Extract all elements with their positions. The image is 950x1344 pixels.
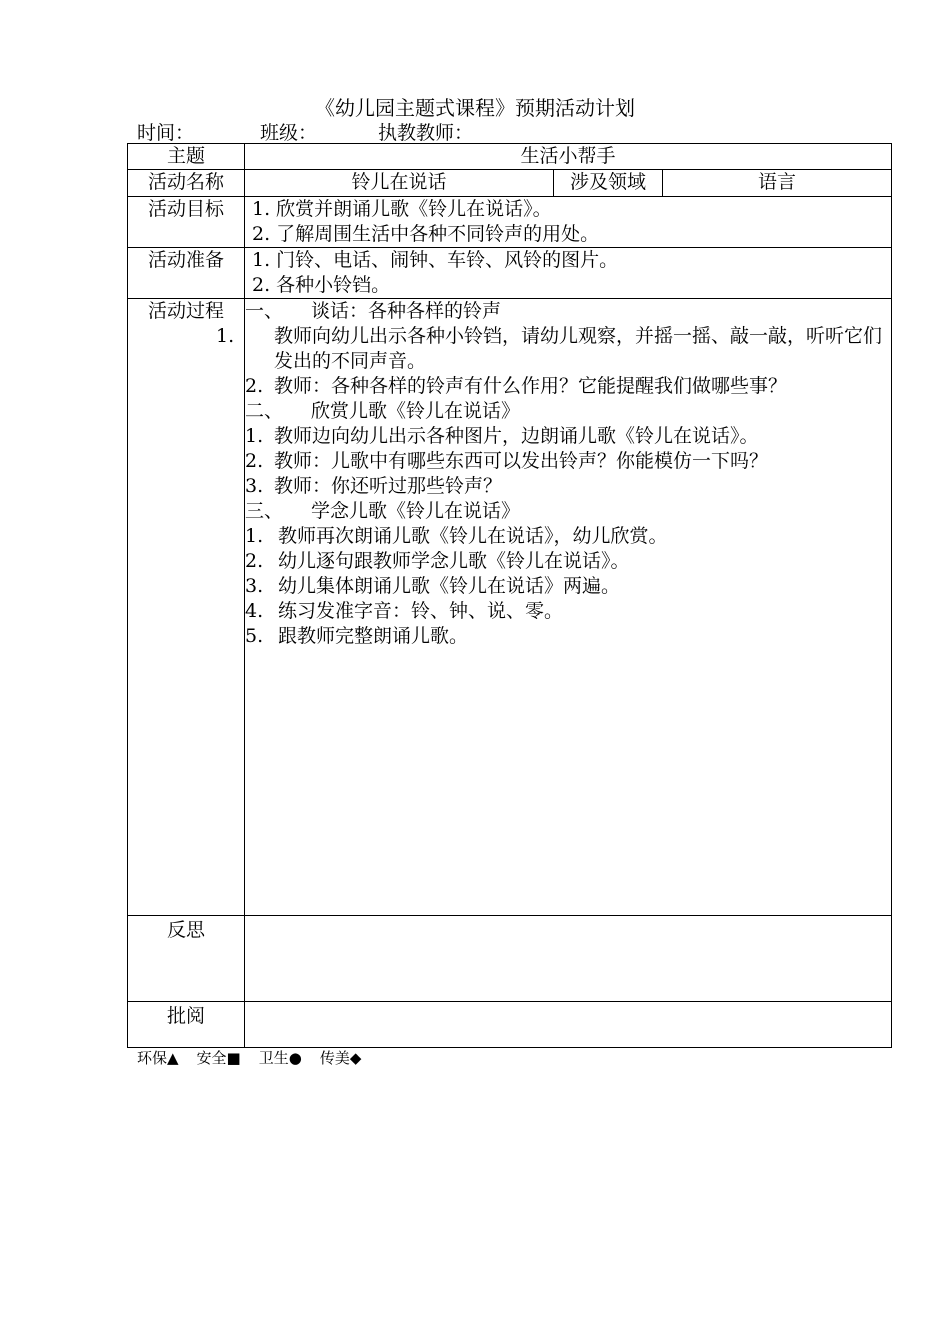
legend-item: 卫生● xyxy=(258,1049,302,1067)
prep-cell xyxy=(245,248,892,299)
reflection-cell xyxy=(245,916,892,1002)
section-heading: 二、 欣赏儿歌《铃儿在说话》 xyxy=(245,400,521,422)
list-item: 2. 教师：各种各样的铃声有什么作用？它能提醒我们做哪些事？ xyxy=(245,375,788,397)
prep-label: 活动准备 xyxy=(128,248,245,299)
list-item: 4. 练习发准字音：铃、钟、说、零。 xyxy=(245,600,564,622)
section-heading: 三、 学念儿歌《铃儿在说话》 xyxy=(245,500,521,522)
list-item: 2. 幼儿逐句跟教师学念儿歌《铃儿在说话》。 xyxy=(245,550,630,572)
process-cell xyxy=(216,299,892,916)
list-item: 3. 教师：你还听过那些铃声？ xyxy=(245,475,503,497)
goal-item: 2. 了解周围生活中各种不同铃声的用处。 xyxy=(252,223,600,245)
list-item: 1. 教师再次朗诵儿歌《铃儿在说话》，幼儿欣赏。 xyxy=(245,525,668,547)
list-item: 1. 教师边向幼儿出示各种图片，边朗诵儿歌《铃儿在说话》。 xyxy=(245,425,759,447)
section-heading: 一、 谈话：各种各样的铃声 xyxy=(245,300,502,322)
list-item: 5. 跟教师完整朗诵儿歌。 xyxy=(245,625,469,647)
prep-row xyxy=(128,248,892,299)
review-label: 批阅 xyxy=(128,1002,245,1048)
activity-name-label: 活动名称 xyxy=(128,170,245,197)
legend xyxy=(137,1047,379,1068)
goals-label: 活动目标 xyxy=(128,197,245,248)
process-row xyxy=(128,299,892,916)
reflection-row xyxy=(128,916,892,1002)
legend-item: 环保▲ xyxy=(137,1049,179,1067)
process-label: 活动过程 xyxy=(128,299,245,916)
activity-plan-table xyxy=(127,143,892,1048)
prep-item: 1. 门铃、电话、闹钟、车铃、风铃的图片。 xyxy=(252,249,619,271)
class-label: 班级： xyxy=(260,122,318,144)
activity-name-value: 铃儿在说话 xyxy=(245,170,554,197)
review-row xyxy=(128,1002,892,1048)
activity-name-row xyxy=(128,170,892,197)
list-item: 2. 教师：儿歌中有哪些东西可以发出铃声？你能模仿一下吗？ xyxy=(245,450,769,472)
meta-line xyxy=(137,118,473,145)
goals-cell xyxy=(245,197,892,248)
theme-label: 主题 xyxy=(128,144,245,170)
reflection-label: 反思 xyxy=(128,916,245,1002)
theme-value: 生活小帮手 xyxy=(245,144,892,170)
teacher-label: 执教教师： xyxy=(378,122,474,144)
legend-item: 传美◆ xyxy=(319,1049,362,1067)
review-cell xyxy=(245,1002,892,1048)
domain-value: 语言 xyxy=(663,170,892,197)
list-item: 3. 幼儿集体朗诵儿歌《铃儿在说话》两遍。 xyxy=(245,575,621,597)
legend-item: 安全■ xyxy=(196,1049,241,1067)
domain-label: 涉及领域 xyxy=(554,170,663,197)
document-title: 《幼儿园主题式课程》预期活动计划 xyxy=(315,96,635,120)
list-item: 1. 教师向幼儿出示各种小铃铛，请幼儿观察，并摇一摇、敲一敲，听听它们发出的不同声音。 xyxy=(216,325,883,372)
theme-row xyxy=(128,144,892,170)
prep-item: 2. 各种小铃铛。 xyxy=(252,274,391,296)
goal-item: 1. 欣赏并朗诵儿歌《铃儿在说话》。 xyxy=(252,198,552,220)
goals-row xyxy=(128,197,892,248)
time-label: 时间： xyxy=(137,122,195,144)
